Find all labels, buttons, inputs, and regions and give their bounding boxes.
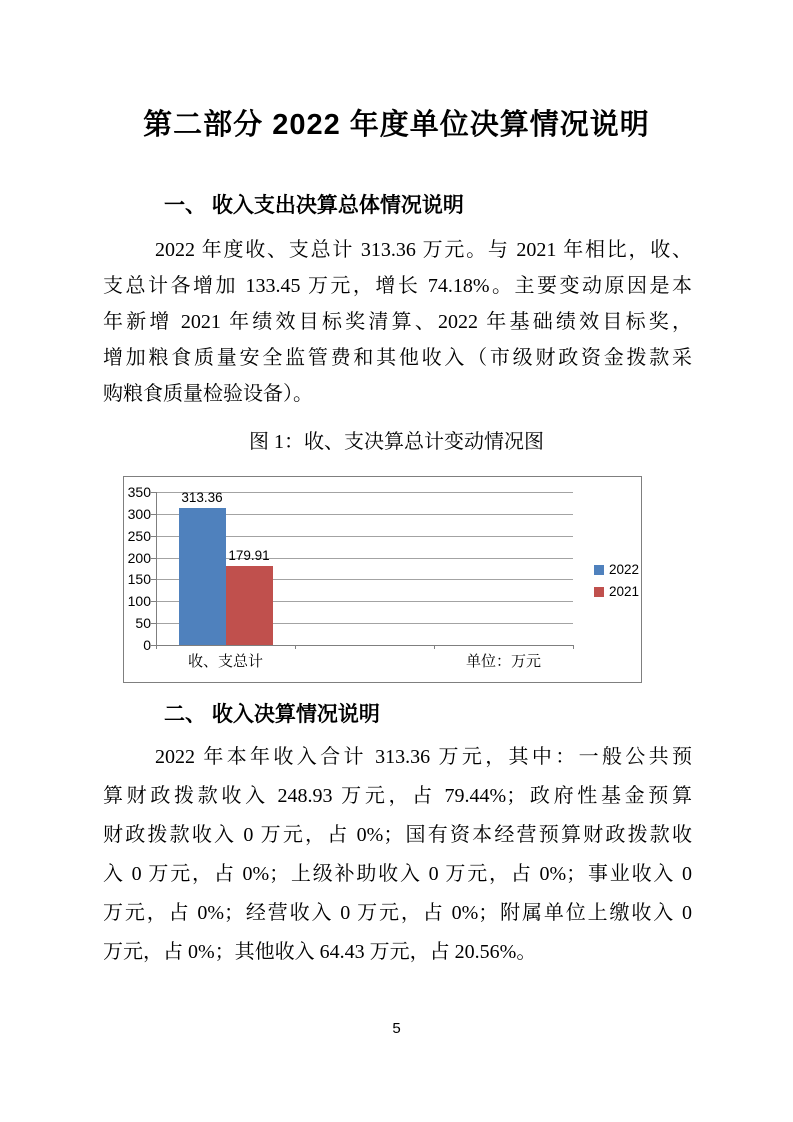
y-axis-tick-label: 200 — [127, 549, 151, 566]
x-axis-tick — [434, 645, 435, 649]
paragraph-line: 年新增 2021 年绩效目标奖清算、2022 年基础绩效目标奖， — [103, 311, 692, 333]
paragraph-line: 万元，占 0%；经营收入 0 万元，占 0%；附属单位上缴收入 0 — [103, 902, 692, 924]
x-axis-line — [156, 645, 573, 646]
y-axis-tick-label: 150 — [127, 571, 151, 588]
paragraph-line: 2022 年度收、支总计 313.36 万元。与 2021 年相比，收、 — [155, 239, 692, 261]
y-axis-tick-label: 0 — [143, 637, 151, 653]
page-title: 第二部分 2022 年度单位决算情况说明 — [143, 109, 650, 141]
paragraph-line: 万元，占 0%；其他收入 64.43 万元，占 20.56%。 — [103, 941, 537, 963]
paragraph-line: 入 0 万元，占 0%；上级补助收入 0 万元，占 0%；事业收入 0 — [103, 863, 692, 885]
section-2-heading: 二、 收入决算情况说明 — [164, 703, 380, 726]
legend-item-2021 — [594, 585, 639, 599]
figure-1-bar-chart — [123, 476, 642, 683]
page-number: 5 — [392, 1020, 401, 1037]
bar-value-label: 179.91 — [228, 548, 270, 564]
legend-label: 2022 — [609, 562, 640, 577]
bar-2022 — [179, 508, 226, 645]
figure-1-caption: 图 1：收、支决算总计变动情况图 — [249, 431, 544, 453]
y-axis-tick-label: 50 — [135, 615, 151, 632]
y-axis-line — [156, 492, 157, 645]
section-1-heading: 一、 收入支出决算总体情况说明 — [164, 194, 464, 217]
x-axis-tick — [573, 645, 574, 649]
paragraph-line: 增加粮食质量安全监管费和其他收入（市级财政资金拨款采 — [103, 347, 692, 369]
y-axis-tick-label: 250 — [127, 527, 151, 544]
x-axis-tick — [156, 645, 157, 649]
legend-swatch-2022 — [594, 565, 604, 575]
legend-label: 2021 — [609, 584, 640, 599]
paragraph-line: 支总计各增加 133.45 万元，增长 74.18%。主要变动原因是本 — [103, 275, 692, 297]
paragraph-line: 财政拨款收入 0 万元，占 0%；国有资本经营预算财政拨款收 — [103, 824, 692, 846]
x-axis-tick — [295, 645, 296, 649]
section-1-paragraph — [103, 232, 692, 412]
legend-swatch-2021 — [594, 587, 604, 597]
y-axis-tick-label: 100 — [127, 593, 151, 610]
paragraph-line: 2022 年本年收入合计 313.36 万元，其中：一般公共预 — [155, 746, 692, 768]
bar-2021 — [226, 566, 273, 645]
paragraph-line: 算财政拨款收入 248.93 万元，占 79.44%；政府性基金预算 — [103, 785, 692, 807]
section-2-paragraph — [103, 738, 692, 972]
y-axis-tick-label: 300 — [127, 505, 151, 522]
x-axis-category-label: 收、支总计 — [187, 654, 263, 670]
bar-value-label: 313.36 — [181, 490, 223, 506]
y-axis-tick-label: 350 — [127, 484, 151, 500]
paragraph-line: 购粮食质量检验设备）。 — [103, 383, 313, 405]
legend-item-2022 — [594, 563, 639, 577]
chart-unit-label: 单位：万元 — [465, 654, 541, 670]
